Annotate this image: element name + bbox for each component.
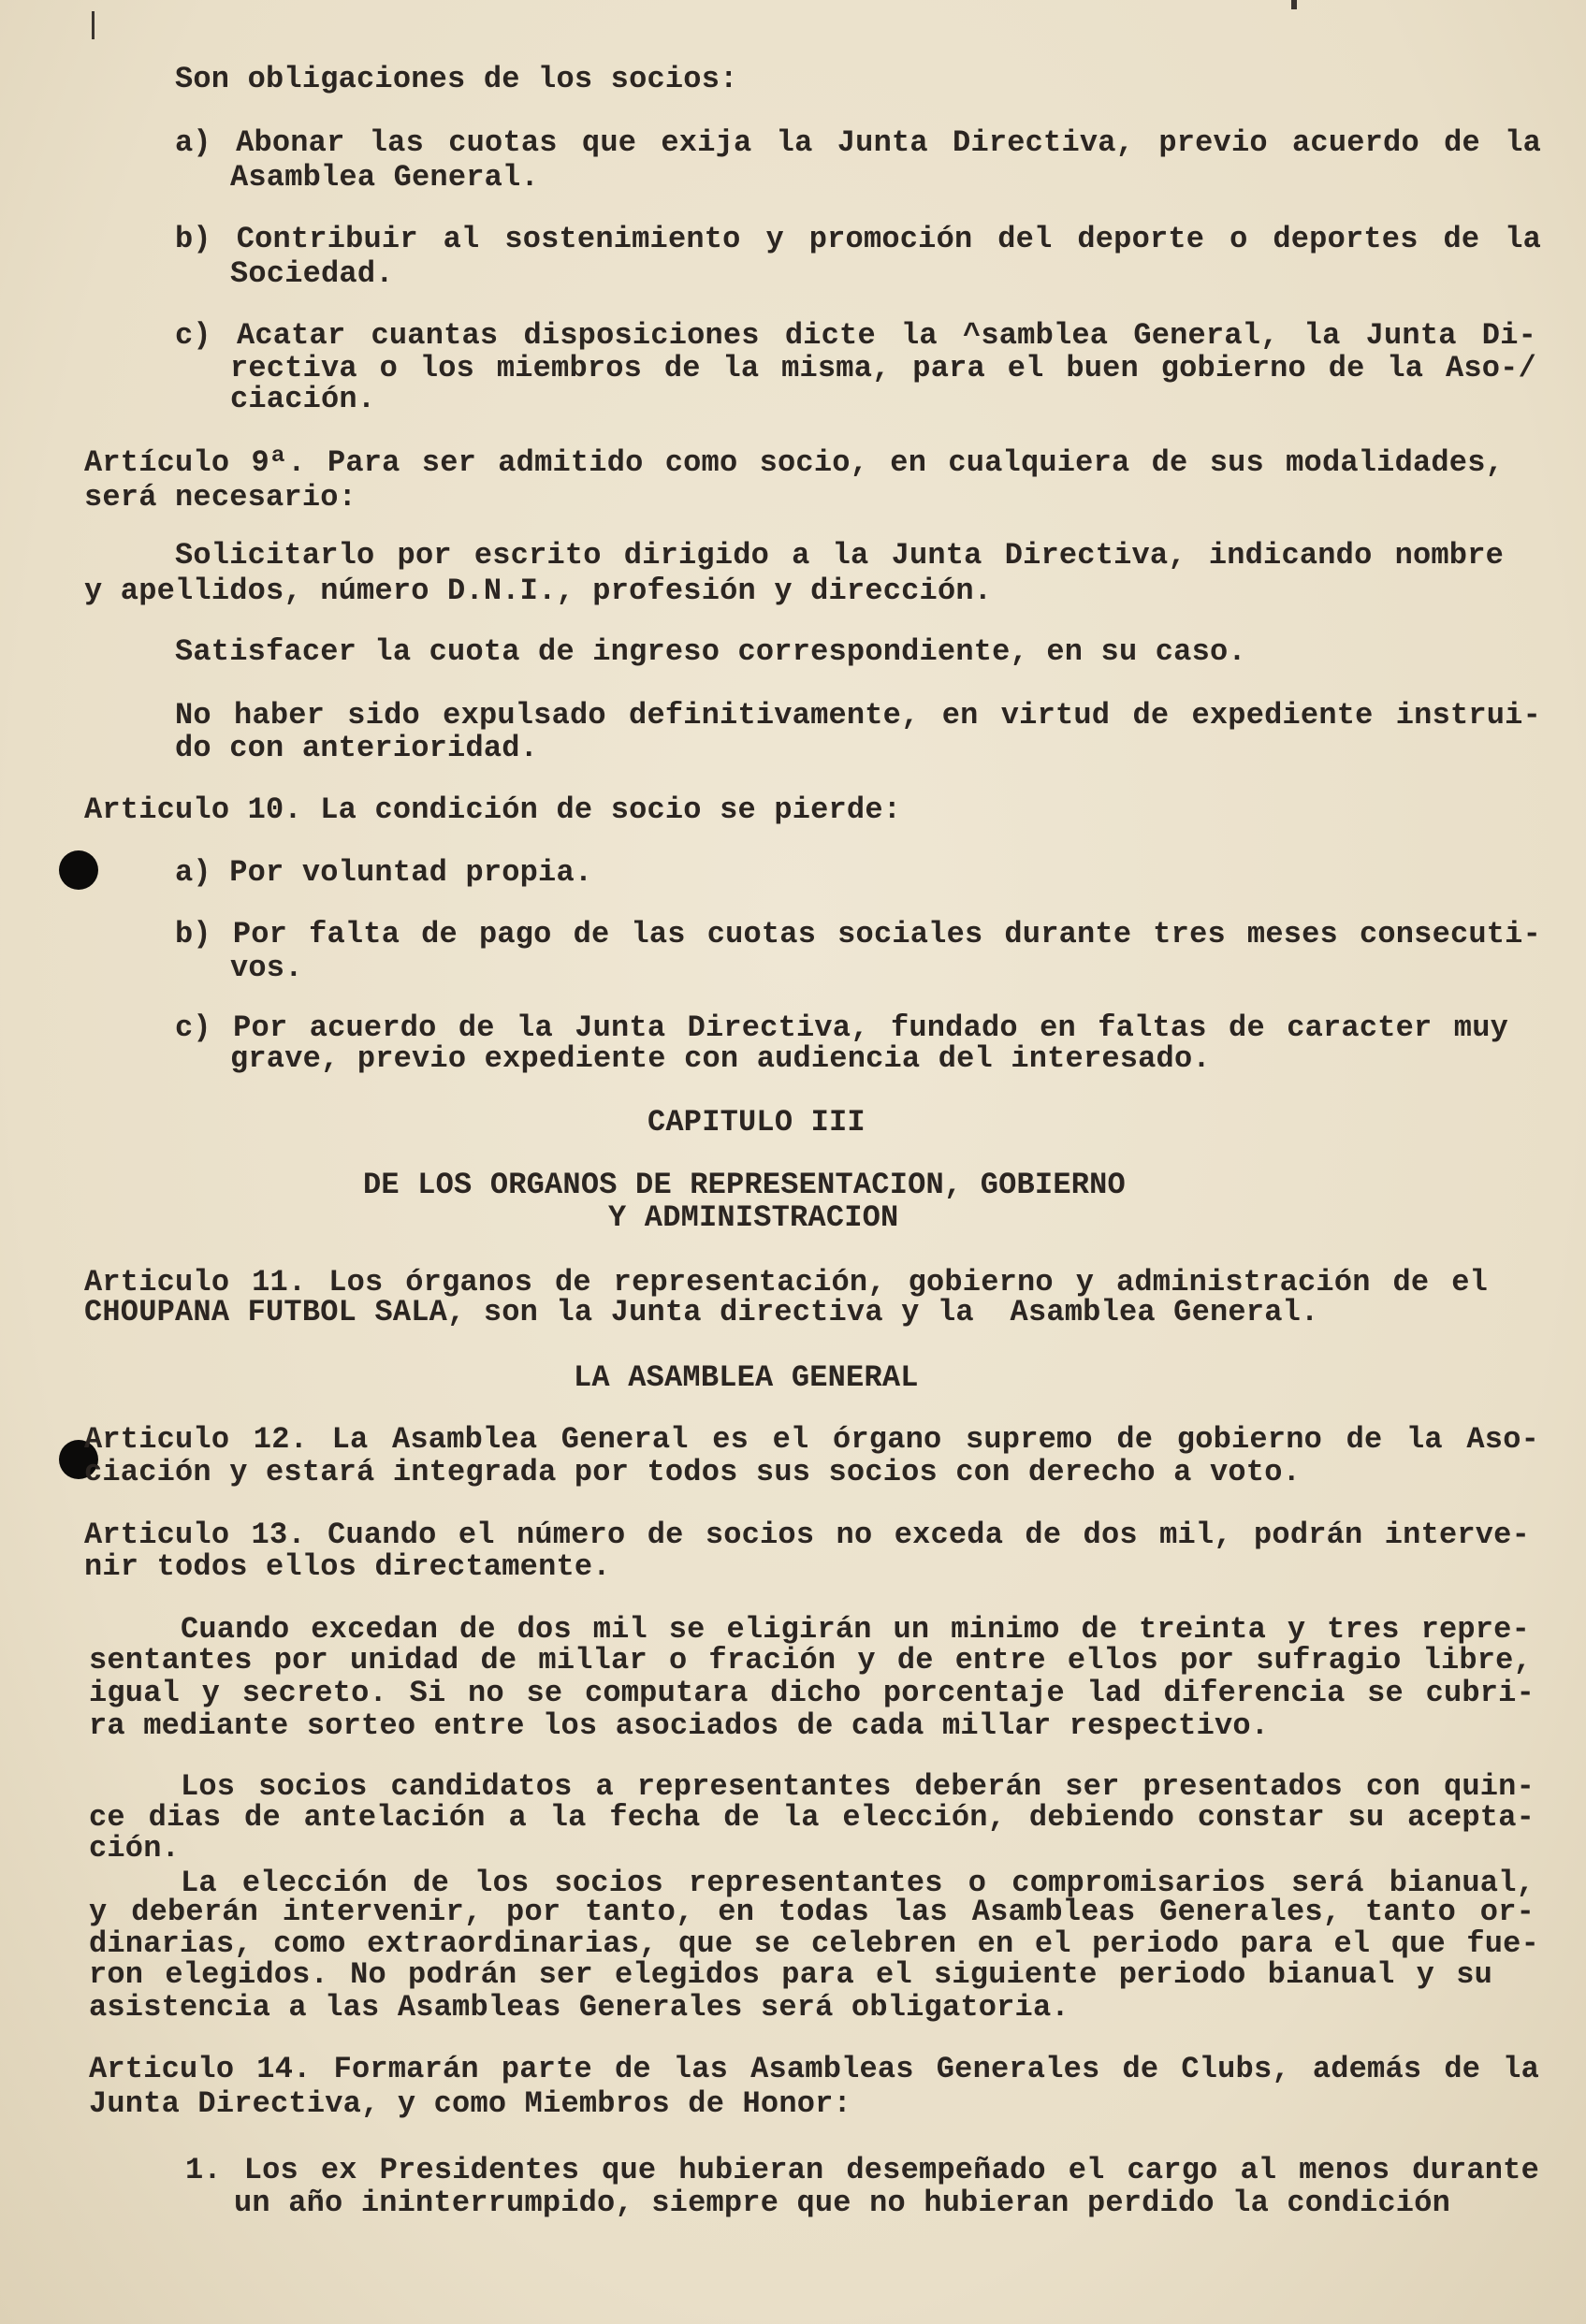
chapter-subheading: DE LOS ORGANOS DE REPRESENTACION, GOBIERNO [363,1168,1126,1202]
text-line: ciación y estará integrada por todos sus socios con derecho a voto. [84,1455,1302,1489]
text-line: La elección de los socios representantes o compromisarios será bianual, [181,1866,1535,1900]
text-line: Articulo 13. Cuando el número de socios no exceda de dos mil, podrán interve- [84,1518,1530,1552]
text-line: nir todos ellos directamente. [84,1549,611,1584]
text-line: dinarias, como extraordinarias, que se celebren en el periodo para el que fue- [89,1926,1539,1961]
chapter-subheading: Y ADMINISTRACION [608,1200,899,1235]
chapter-heading: CAPITULO III [647,1105,866,1140]
text-line: Solicitarlo por escrito dirigido a la Junta Directiva, indicando nombre [175,538,1504,573]
text-line: un año ininterrumpido, siempre que no hubieran perdido la condición [234,2186,1451,2220]
text-line: ron elegidos. No podrán ser elegidos para el siguiente periodo bianual y su [89,1957,1492,1992]
text-line: grave, previo expediente con audiencia del interesado. [230,1041,1211,1076]
text-line: ciación. [230,382,376,416]
text-line: y deberán intervenir, por tanto, en todas las Asambleas Generales, tanto or- [89,1895,1535,1929]
text-line: CHOUPANA FUTBOL SALA, son la Junta directiva y la Asamblea General. [84,1295,1319,1329]
text-line: Satisfacer la cuota de ingreso correspondiente, en su caso. [175,634,1246,669]
text-line: a) Por voluntad propia. [175,855,593,890]
text-line: ción. [89,1831,181,1866]
text-line: a) Abonar las cuotas que exija la Junta Directiva, previo acuerdo de la [175,125,1541,160]
ink-speck [92,11,95,39]
text-line: c) Por acuerdo de la Junta Directiva, fundado en faltas de caracter muy [175,1010,1508,1045]
text-line: c) Acatar cuantas disposiciones dicte la ^samblea General, la Junta Di- [175,318,1536,353]
text-line: 1. Los ex Presidentes que hubieran desempeñado el cargo al menos durante [185,2153,1539,2187]
text-line: Articulo 14. Formarán parte de las Asambleas Generales de Clubs, además de la [89,2052,1539,2086]
text-line: rectiva o los miembros de la misma, para el buen gobierno de la Aso-/ [230,351,1536,385]
text-line: sentantes por unidad de millar o fración y de entre ellos por sufragio libre, [89,1643,1532,1678]
text-line: b) Por falta de pago de las cuotas sociales durante tres meses consecuti- [175,917,1541,951]
text-line: Junta Directiva, y como Miembros de Honor: [89,2086,851,2121]
text-line: do con anterioridad. [175,731,539,765]
text-line: ce dias de antelación a la fecha de la elección, debiendo constar su acepta- [89,1800,1535,1835]
text-line: ra mediante sorteo entre los asociados de cada millar respectivo. [89,1708,1270,1743]
text-line: Articulo 10. La condición de socio se pierde: [84,792,902,827]
text-line: Sociedad. [230,256,394,291]
text-line: Cuando excedan de dos mil se eligirán un minimo de treinta y tres repre- [181,1612,1530,1647]
text-line: Artículo 9ª. Para ser admitido como socio, en cualquiera de sus modalidades, [84,445,1504,480]
text-line: será necesario: [84,480,357,515]
text-line: b) Contribuir al sostenimiento y promoción del deporte o deportes de la [175,222,1541,256]
text-line: y apellidos, número D.N.I., profesión y dirección. [84,574,993,608]
ink-speck [1291,0,1297,9]
text-line: Los socios candidatos a representantes deberán ser presentados con quin- [181,1769,1535,1804]
section-heading: LA ASAMBLEA GENERAL [574,1360,919,1395]
text-line: vos. [230,951,303,985]
text-line: Articulo 12. La Asamblea General es el órgano supremo de gobierno de la Aso- [84,1422,1539,1457]
text-line: asistencia a las Asambleas Generales será obligatoria. [89,1990,1069,2025]
text-line: Asamblea General. [230,160,539,195]
punch-hole [59,850,98,890]
text-line: No haber sido expulsado definitivamente, en virtud de expediente instrui- [175,698,1541,733]
text-line: Son obligaciones de los socios: [175,62,738,96]
text-line: igual y secreto. Si no se computara dicho porcentaje lad diferencia se cubri- [89,1676,1535,1710]
text-line: Articulo 11. Los órganos de representación, gobierno y administración de el [84,1265,1488,1300]
